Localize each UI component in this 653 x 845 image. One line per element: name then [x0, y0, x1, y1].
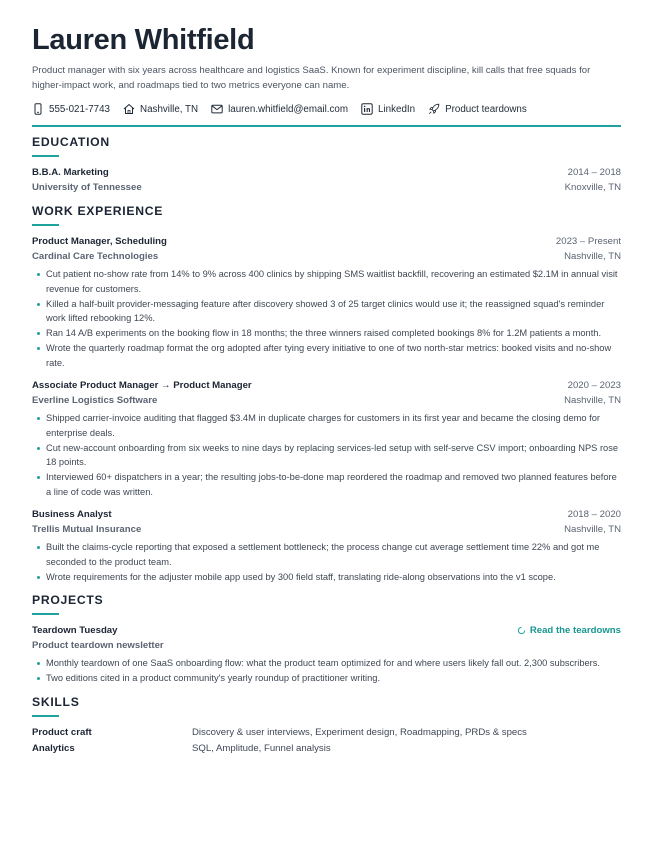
job-location: Nashville, TN	[564, 524, 621, 535]
degree: B.B.A. Marketing	[32, 167, 109, 178]
job-entry	[32, 378, 621, 499]
contact-phone[interactable]	[32, 103, 110, 115]
job-bullets	[32, 540, 621, 584]
list-item: Built the claims-cycle reporting that exposed a settlement bottleneck; the process change cut average settlement time 22% and got me seconded to the product team.	[32, 540, 621, 569]
projects-section	[32, 592, 621, 686]
education-location: Knoxville, TN	[564, 182, 621, 193]
projects-heading: PROJECTS	[32, 593, 104, 607]
list-item: Wrote the quarterly roadmap format the org adopted after tying every initiative to one of two north-star metrics: booked visits and no-show rate.	[32, 341, 621, 370]
job-entry	[32, 507, 621, 584]
skills-heading: SKILLS	[32, 694, 80, 709]
skill-category: Analytics	[32, 742, 75, 754]
candidate-name: Lauren Whitfield	[32, 24, 255, 56]
job-role: Business Analyst	[32, 509, 112, 520]
contact-linkedin[interactable]	[361, 103, 415, 115]
contact-location	[123, 103, 198, 115]
contact-location-text: Nashville, TN	[140, 103, 199, 115]
project-link[interactable]	[517, 623, 621, 638]
phone-icon	[32, 103, 44, 115]
mail-icon	[211, 103, 223, 115]
project-entry	[32, 623, 621, 686]
skill-category: Product craft	[32, 726, 92, 738]
job-role: Associate Product Manager → Product Manager	[32, 380, 252, 391]
contact-teardowns-text: Product teardowns	[445, 103, 527, 115]
education-heading: EDUCATION	[32, 135, 110, 149]
job-company: Cardinal Care Technologies	[32, 251, 159, 262]
list-item: Two editions cited in a product community's yearly roundup of practitioner writing.	[32, 671, 621, 686]
list-item: Interviewed 60+ dispatchers in a year; the resulting jobs-to-be-done map reordered the roadmap and removed two planned features before a line of code was written.	[32, 470, 621, 499]
job-location: Nashville, TN	[564, 395, 621, 406]
header-divider	[32, 125, 621, 127]
job-company: Everline Logistics Software	[32, 395, 158, 406]
contact-teardowns[interactable]	[428, 103, 527, 115]
list-item: Cut patient no-show rate from 14% to 9% across 400 clinics by shipping SMS waitlist backfill, recovering an estimated $2.1M in annual visit revenue for customers.	[32, 267, 621, 296]
list-item: Ran 14 A/B experiments on the booking flow in 18 months; the three winners raised completed bookings 8% for 1.2M patients a month.	[32, 326, 621, 341]
work-section	[32, 203, 621, 584]
job-dates: 2020 – 2023	[567, 380, 621, 391]
contact-phone-text: 555-021-7743	[49, 103, 111, 115]
skills-heading-underline	[32, 715, 59, 717]
project-name: Teardown Tuesday	[32, 625, 118, 636]
job-dates: 2023 – Present	[555, 236, 621, 247]
job-role: Product Manager, Scheduling	[32, 236, 167, 247]
work-heading: WORK EXPERIENCE	[32, 204, 164, 218]
list-item: Shipped carrier-invoice auditing that flagged $3.4M in duplicate charges for customers in its first year and became the closing demo for enterprise deals.	[32, 411, 621, 440]
education-heading-underline	[32, 155, 59, 157]
skill-row	[32, 741, 621, 757]
list-item: Wrote requirements for the adjuster mobile app used by 300 field staff, translating ride-along observations into the v1 scope.	[32, 570, 621, 585]
skill-value: Discovery & user interviews, Experiment design, Roadmapping, PRDs & specs	[192, 726, 527, 738]
job-bullets	[32, 411, 621, 499]
home-icon	[123, 103, 135, 115]
list-item: Monthly teardown of one SaaS onboarding flow: what the product team optimized for and where users likely fall out. 2,300 subscribers.	[32, 656, 621, 671]
school: University of Tennessee	[32, 182, 142, 193]
skill-value: SQL, Amplitude, Funnel analysis	[192, 742, 331, 754]
linkedin-icon	[361, 103, 373, 115]
job-entry	[32, 234, 621, 370]
job-dates: 2018 – 2020	[567, 509, 621, 520]
job-company: Trellis Mutual Insurance	[32, 524, 142, 535]
contact-email[interactable]	[211, 103, 348, 115]
rocket-icon	[428, 103, 440, 115]
resume-page	[32, 22, 621, 757]
project-link-label: Read the teardowns	[529, 625, 621, 636]
list-item: Cut new-account onboarding from six weeks to nine days by replacing services-led setup with self-serve CSV import; onboarding NPS rose 18 points.	[32, 441, 621, 470]
education-dates: 2014 – 2018	[567, 167, 621, 178]
external-link-icon	[517, 626, 526, 635]
contact-linkedin-text: LinkedIn	[378, 103, 416, 115]
projects-heading-underline	[32, 613, 59, 615]
skill-row	[32, 725, 621, 741]
job-location: Nashville, TN	[564, 251, 621, 262]
skills-section	[32, 694, 621, 757]
job-bullets	[32, 267, 621, 370]
education-section	[32, 134, 621, 195]
contact-email-text: lauren.whitfield@email.com	[228, 103, 349, 115]
list-item: Killed a half-built provider-messaging feature after discovery showed 3 of 25 target clinics would use it; the reassigned squad's reminder work lifted rebooking 12%.	[32, 297, 621, 326]
project-subtitle: Product teardown newsletter	[32, 640, 164, 651]
contact-bar	[32, 102, 621, 116]
project-bullets	[32, 656, 621, 686]
education-entry	[32, 165, 621, 195]
work-heading-underline	[32, 224, 59, 226]
summary: Product manager with six years across healthcare and logistics SaaS. Known for experiment discipline, kill calls that free squads for higher-impact work, and roadmaps tied to two metrics everyone can name.	[32, 65, 591, 91]
